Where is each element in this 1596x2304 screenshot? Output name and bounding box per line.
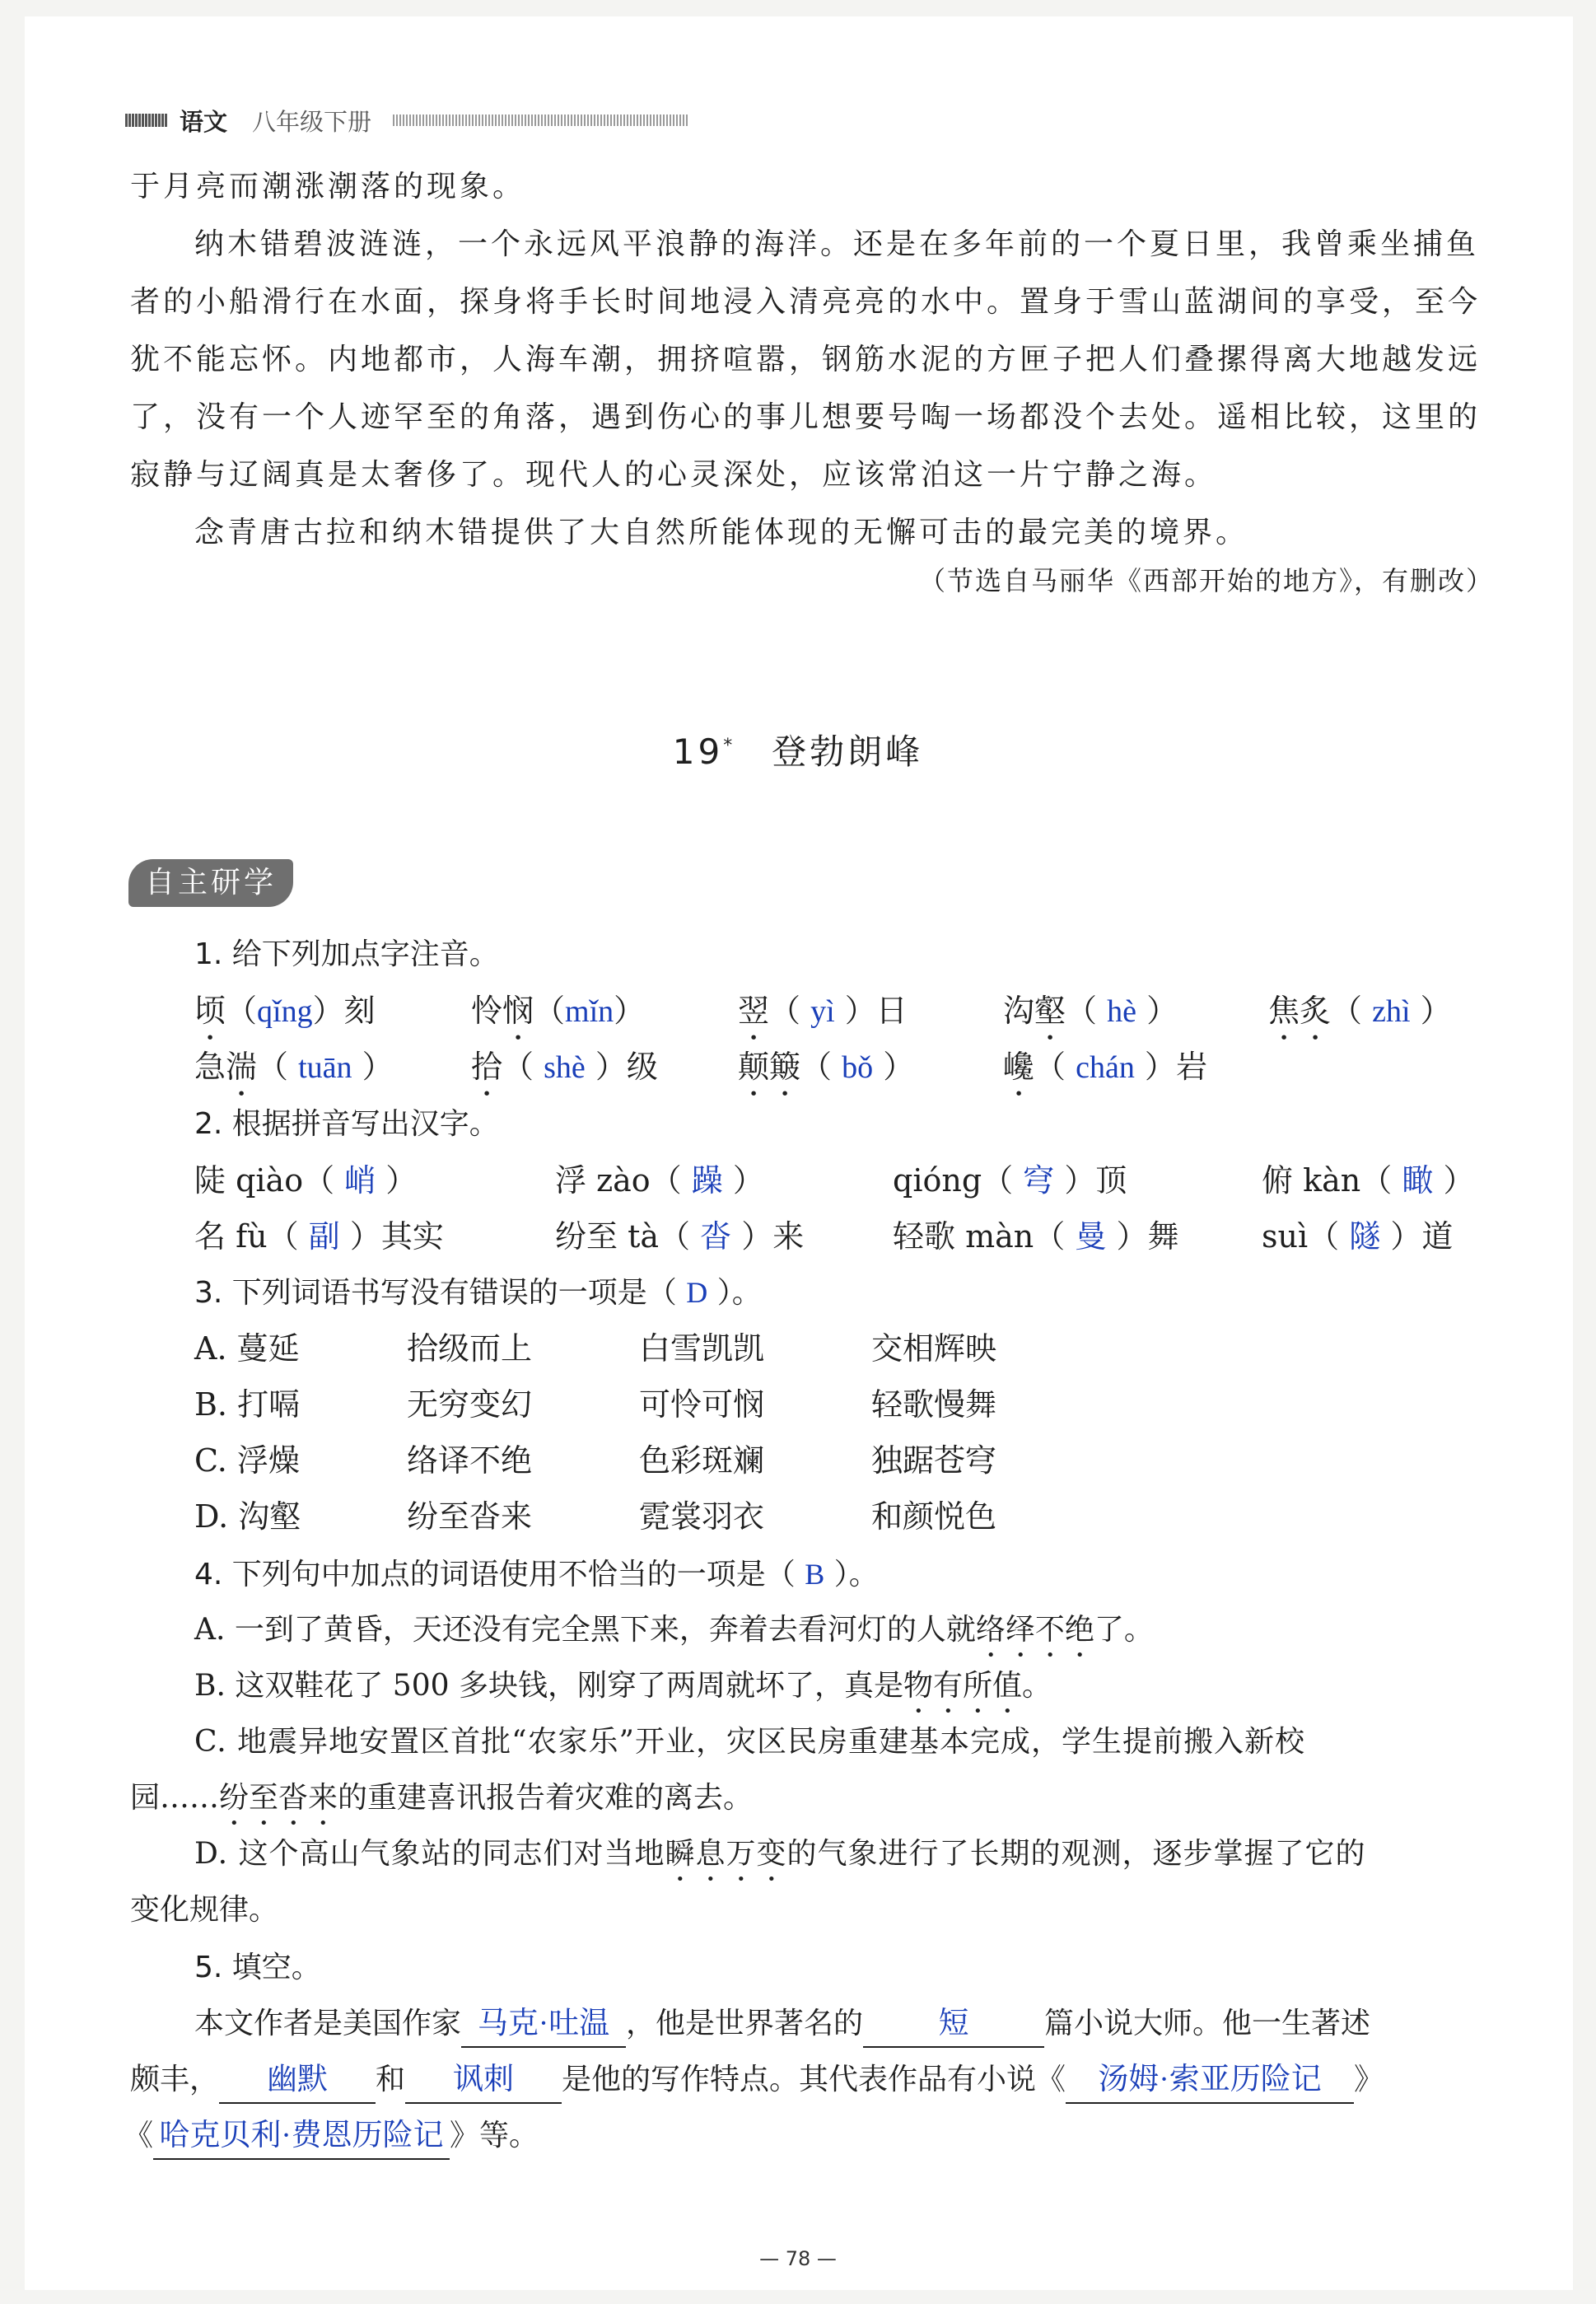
option-word: 蔓延: [236, 1330, 300, 1367]
q1-item: 沟壑（ hè ）: [1003, 993, 1178, 1029]
q1-char: 焦炙: [1268, 993, 1332, 1029]
header-decor-right: [393, 114, 688, 126]
option-text: 的气象进行了长期的观测，逐步掌握了它的: [786, 1837, 1366, 1871]
dotted-phrase: 纷至沓来: [219, 1781, 338, 1815]
q4-option-d: [194, 1832, 1366, 1888]
q1-item: 怜悯（mǐn）: [471, 993, 646, 1029]
q2-answer: 峭: [344, 1164, 376, 1199]
q4-option-d-cont: 变化规律。: [130, 1893, 279, 1927]
q2-pre: suì（: [1262, 1218, 1340, 1255]
option-word: 无穷变幻: [407, 1386, 533, 1423]
q2-answer: 沓: [700, 1220, 732, 1255]
fill-answer: 哈克贝利·费恩历险记: [159, 2119, 444, 2152]
fill-text: 》等。: [450, 2119, 539, 2152]
page-number: — 78 —: [759, 2247, 837, 2270]
q1-answer: hè: [1107, 994, 1136, 1029]
fill-text: 《: [124, 2119, 154, 2152]
q2-pre: 浮 zào（: [555, 1162, 682, 1199]
option-word: 白雪凯凯: [639, 1330, 765, 1367]
option-label: D.: [194, 1498, 229, 1535]
q2-item: [1262, 1158, 1474, 1203]
q1-item: 巉（ chán ）岩: [1003, 1049, 1207, 1085]
fill-text: 本文作者是美国作家: [194, 2007, 462, 2040]
q3-prompt-end: ）。: [716, 1276, 762, 1310]
q1-prompt: 1. 给下列加点字注音。: [194, 937, 499, 971]
option-word: 打嗝: [237, 1386, 301, 1423]
q1-answer: yì: [810, 994, 835, 1029]
passage-line: 于月亮而潮涨潮落的现象。: [130, 170, 526, 203]
q1-pre: 沟: [1003, 993, 1035, 1029]
q2-pre: qióng（: [893, 1162, 1014, 1199]
q4-answer: B: [805, 1558, 825, 1591]
q2-item: [555, 1214, 804, 1259]
q5-line3: [124, 2114, 539, 2160]
q2-answer: 躁: [691, 1164, 723, 1199]
q1-item: 急湍（ tuān ）: [194, 1049, 394, 1085]
fill-answer: 马克·吐温: [477, 2007, 610, 2040]
q1-answer: chán: [1076, 1050, 1135, 1085]
q1-char: 悯: [502, 993, 534, 1029]
q5-line1: [194, 2002, 1370, 2048]
dotted-phrase: 络绎不绝: [975, 1613, 1094, 1647]
fill-answer: 幽默: [267, 2063, 329, 2096]
option-word: 轻歌慢舞: [871, 1386, 997, 1423]
dotted-phrase: 瞬息万变: [665, 1837, 787, 1871]
fill-answer: 短: [938, 2007, 969, 2040]
q2-item: [194, 1158, 417, 1203]
passage-paragraph: 纳木错碧波涟涟，一个永远风平浪静的海洋。还是在多年前的一个夏日里，我曾乘坐捕鱼者的小船滑行在水面，探身将手长时间地浸入清亮亮的水中。置身于雪山蓝湖间的享受，至今犹不能忘怀。内地都市，人海车潮，拥挤喧嚣，钢筋水泥的方匣子把人们叠摞得离大地越发远了，没有一个人迹罕至的角落，遇到伤心的事儿想要号啕一场都没个去处。遥相比较，这里的寂静与辽阔真是太奢侈了。现代人的心灵深处，应该常泊这一片宁静之海。: [130, 227, 1482, 492]
q2-pre: 轻歌 màn（: [893, 1218, 1066, 1255]
fill-text: 和: [376, 2063, 406, 2096]
fill-text: 》: [1354, 2063, 1384, 2096]
q1-answer: qǐng: [257, 994, 313, 1029]
q1-post: 岩: [1175, 1049, 1207, 1085]
q2-post: ）: [732, 1162, 764, 1199]
option-text: 园……: [130, 1781, 220, 1815]
q2-pre: 陡 qiào（: [194, 1162, 335, 1199]
lesson-name: 登勃朗峰: [772, 731, 924, 772]
reading-passage: [130, 158, 1494, 562]
dotted-phrase: 物有所值: [903, 1669, 1022, 1703]
q2-pre: 名 fù（: [194, 1218, 299, 1255]
option-text: 的重建喜讯报告着灾难的离去。: [338, 1781, 754, 1815]
q2-post: ）其实: [349, 1218, 444, 1255]
q1-answer: zhì: [1372, 994, 1411, 1029]
q1-answer: bǒ: [842, 1050, 874, 1085]
q3-prompt: [194, 1270, 762, 1316]
option-word: 交相辉映: [871, 1330, 997, 1367]
option-label: B.: [194, 1386, 228, 1423]
option-text: B. 这双鞋花了 500 多块钱，刚穿了两周就坏了，真是: [194, 1669, 903, 1703]
fill-blank: [219, 2058, 376, 2104]
q4-option-c-cont: [130, 1776, 753, 1832]
q1-char: 颠簸: [738, 1049, 801, 1085]
lesson-number: 19: [672, 731, 724, 772]
q2-prompt: 2. 根据拼音写出汉字。: [194, 1107, 499, 1141]
q1-answer: mǐn: [565, 994, 614, 1029]
q2-answer: 隧: [1349, 1220, 1381, 1255]
q4-option-b: [194, 1664, 1052, 1720]
q2-answer: 副: [308, 1220, 340, 1255]
q2-pre: 纷至 tà（: [555, 1218, 691, 1255]
fill-text: 是他的写作特点。其代表作品有小说《: [562, 2063, 1066, 2096]
q3-option: [194, 1326, 300, 1371]
fill-answer: 汤姆·索亚历险记: [1098, 2063, 1322, 2096]
q1-item: 顷（qǐng）刻: [194, 993, 376, 1029]
page-header: [125, 105, 688, 135]
q1-post: 刻: [343, 993, 376, 1029]
fill-blank: [405, 2058, 562, 2104]
fill-answer: 讽刺: [453, 2063, 515, 2096]
option-text: 。: [1021, 1669, 1052, 1703]
fill-text: 颇丰，: [130, 2063, 220, 2096]
q2-item: [893, 1158, 1127, 1203]
option-text: 了。: [1094, 1613, 1154, 1647]
q2-item: [1262, 1214, 1453, 1259]
option-word: 沟壑: [238, 1498, 301, 1535]
q2-item: [555, 1158, 764, 1203]
option-word: 可怜可悯: [639, 1386, 765, 1423]
option-label: A.: [194, 1330, 227, 1367]
q1-answer: shè: [544, 1050, 586, 1085]
option-text: A. 一到了黄昏，天还没有完全黑下来，奔着去看河灯的人就: [194, 1613, 976, 1647]
lesson-title: [0, 725, 1596, 774]
header-subject: 语文: [180, 107, 228, 136]
option-word: 络译不绝: [407, 1442, 533, 1479]
q2-post: ）顶: [1064, 1162, 1127, 1199]
q1-item: 拾（ shè ）级: [471, 1049, 658, 1085]
lesson-star: *: [723, 736, 736, 756]
header-decor-left: [125, 114, 168, 127]
q4-option-a: [194, 1608, 1154, 1664]
passage-paragraph: 念青唐古拉和纳木错提供了大自然所能体现的无懈可击的最完美的境界。: [194, 516, 1249, 549]
q1-char: 巉: [1003, 1049, 1035, 1085]
q3-option: [194, 1382, 300, 1427]
option-label: C.: [194, 1442, 227, 1479]
q3-answer: D: [686, 1276, 708, 1309]
q1-char: 湍: [226, 1049, 258, 1085]
q1-item: 翌（ yì ）日: [738, 993, 908, 1029]
q3-option: [194, 1438, 300, 1483]
fill-blank: [863, 2002, 1044, 2048]
q2-item: [893, 1214, 1178, 1259]
q1-char: 顷: [194, 993, 226, 1029]
option-word: 拾级而上: [407, 1330, 533, 1367]
q4-option-c: C. 地震异地安置区首批“农家乐”开业，灾区民房重建基本完成，学生提前搬入新校: [194, 1725, 1305, 1759]
q1-answer: tuān: [298, 1050, 352, 1085]
q2-answer: 瞰: [1402, 1164, 1434, 1199]
q5-line2: [130, 2058, 1384, 2104]
q4-prompt-end: ）。: [833, 1558, 879, 1591]
q1-char: 翌: [738, 993, 770, 1029]
option-text: D. 这个高山气象站的同志们对当地: [194, 1837, 665, 1871]
q2-answer: 穹: [1023, 1164, 1055, 1199]
q2-post: ）道: [1390, 1218, 1454, 1255]
q1-post: 级: [626, 1049, 658, 1085]
q1-char: 壑: [1034, 993, 1066, 1029]
fill-text: ，他是世界著名的: [626, 2007, 864, 2040]
section-badge: 自主研学: [128, 859, 293, 907]
fill-blank: [461, 2002, 626, 2048]
fill-blank: [1066, 2058, 1354, 2104]
q1-pre: 急: [194, 1049, 226, 1085]
q2-post: ）舞: [1116, 1218, 1179, 1255]
q2-post: ）来: [741, 1218, 805, 1255]
q4-prompt: [194, 1552, 879, 1597]
passage-source: （节选自马丽华《西部开始的地方》，有删改）: [918, 565, 1494, 596]
option-word: 独踞苍穹: [871, 1442, 997, 1479]
q1-item: 颠簸（ bǒ ）: [738, 1049, 915, 1085]
option-word: 色彩斑斓: [639, 1442, 765, 1479]
option-word: 纷至沓来: [407, 1498, 533, 1535]
q1-char: 拾: [471, 1049, 503, 1085]
q1-item: 焦炙（ zhì ）: [1268, 993, 1452, 1029]
q2-pre: 俯 kàn（: [1262, 1162, 1393, 1199]
q2-item: [194, 1214, 444, 1259]
q4-prompt-text: 4. 下列句中加点的词语使用不恰当的一项是（: [194, 1558, 796, 1591]
header-grade: 八年级下册: [252, 107, 372, 136]
q2-post: ）: [385, 1162, 418, 1199]
option-word: 和颜悦色: [871, 1498, 997, 1535]
q2-post: ）: [1443, 1162, 1475, 1199]
q3-option: [194, 1494, 301, 1539]
fill-blank: [153, 2114, 450, 2160]
q2-answer: 曼: [1075, 1220, 1107, 1255]
q1-pre: 怜: [471, 993, 503, 1029]
option-word: 浮燥: [236, 1442, 300, 1479]
option-word: 霓裳羽衣: [639, 1498, 765, 1535]
q5-prompt: 5. 填空。: [194, 1951, 321, 1984]
fill-text: 篇小说大师。他一生著述: [1044, 2007, 1371, 2040]
q3-prompt-text: 3. 下列词语书写没有错误的一项是（: [194, 1276, 677, 1310]
q1-post: 日: [875, 993, 908, 1029]
